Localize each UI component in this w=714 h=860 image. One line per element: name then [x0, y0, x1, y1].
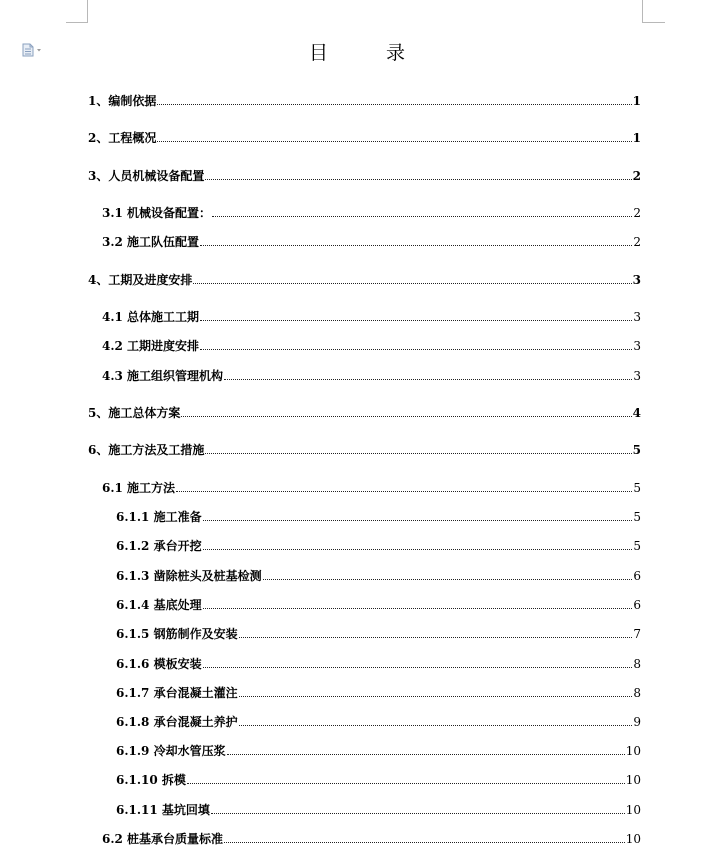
- toc-entry[interactable]: [116, 742, 641, 758]
- toc-leader-dots: [203, 608, 633, 609]
- toc-entry-page-number: 6: [633, 598, 641, 612]
- toc-entry-page-number: 3: [632, 273, 641, 287]
- toc-entry[interactable]: [88, 92, 641, 108]
- toc-leader-dots: [227, 754, 625, 755]
- toc-leader-dots: [203, 549, 633, 550]
- toc-entry-label: 5、施工总体方案: [88, 406, 181, 420]
- toc-leader-dots: [212, 216, 632, 217]
- toc-entry-label: 6.1.6 模板安装: [116, 657, 202, 671]
- toc-entry-page-number: 10: [625, 803, 641, 817]
- toc-leader-dots: [193, 283, 631, 284]
- toc-entry-label: 3.1 机械设备配置：: [102, 206, 212, 220]
- toc-entry-label: 6.1.7 承台混凝土灌注: [116, 686, 238, 700]
- toc-entry-label: 6.1.5 钢筋制作及安装: [116, 627, 238, 641]
- toc-leader-dots: [211, 813, 625, 814]
- toc-entry-page-number: 10: [625, 773, 641, 787]
- toc-entry-page-number: 10: [625, 832, 641, 846]
- toc-entry-label: 6.2 桩基承台质量标准: [102, 832, 224, 846]
- toc-entry-page-number: 1: [632, 131, 641, 145]
- toc-entry-page-number: 3: [633, 369, 641, 383]
- toc-leader-dots: [239, 696, 633, 697]
- toc-entry[interactable]: [102, 367, 641, 383]
- toc-leader-dots: [205, 453, 631, 454]
- toc-entry[interactable]: [102, 204, 641, 220]
- toc-entry[interactable]: [116, 567, 641, 583]
- toc-entry-label: 6.1.11 基坑回填: [116, 803, 210, 817]
- toc-entry[interactable]: [102, 337, 641, 353]
- toc-entry-label: 1、编制依据: [88, 94, 157, 108]
- toc-entry[interactable]: [116, 713, 641, 729]
- toc-entry[interactable]: [102, 479, 641, 495]
- toc-entry[interactable]: [116, 596, 641, 612]
- toc-entry-page-number: 3: [633, 310, 641, 324]
- toc-entry[interactable]: [102, 308, 641, 324]
- toc-entry-label: 4、工期及进度安排: [88, 273, 193, 287]
- toc-entry-page-number: 1: [632, 94, 641, 108]
- toc-entry[interactable]: [116, 801, 641, 817]
- toc-entry[interactable]: [88, 441, 641, 457]
- toc-entry[interactable]: [102, 830, 641, 846]
- toc-entry[interactable]: [116, 684, 641, 700]
- toc-entry-page-number: 5: [633, 510, 641, 524]
- toc-leader-dots: [200, 349, 632, 350]
- toc-entry-label: 6.1.10 拆模: [116, 773, 186, 787]
- toc-entry-label: 6.1.2 承台开挖: [116, 539, 202, 553]
- toc-leader-dots: [157, 141, 631, 142]
- toc-leader-dots: [157, 104, 631, 105]
- toc-entry-label: 6.1.1 施工准备: [116, 510, 202, 524]
- toc-entry-label: 6.1.9 冷却水管压浆: [116, 744, 226, 758]
- toc-leader-dots: [224, 842, 625, 843]
- toc-entry-label: 6.1.4 基底处理: [116, 598, 202, 612]
- toc-entry[interactable]: [88, 129, 641, 145]
- page-corner-mark-left: [66, 0, 88, 23]
- toc-leader-dots: [187, 783, 625, 784]
- toc-entry-page-number: 8: [633, 686, 641, 700]
- toc-leader-dots: [239, 725, 633, 726]
- toc-entry-label: 3、人员机械设备配置: [88, 169, 205, 183]
- toc-entry-page-number: 5: [633, 481, 641, 495]
- toc-entry[interactable]: [102, 233, 641, 249]
- toc-entry[interactable]: [116, 655, 641, 671]
- toc-entry[interactable]: [88, 167, 641, 183]
- toc-leader-dots: [239, 637, 633, 638]
- toc-entry-label: 4.2 工期进度安排: [102, 339, 200, 353]
- toc-entry-label: 6.1.8 承台混凝土养护: [116, 715, 238, 729]
- toc-entry-label: 6、施工方法及工措施: [88, 443, 205, 457]
- toc-entry[interactable]: [88, 271, 641, 287]
- toc-entry-label: 6.1 施工方法: [102, 481, 176, 495]
- toc-leader-dots: [224, 379, 632, 380]
- toc-leader-dots: [205, 179, 631, 180]
- toc-entry-label: 6.1.3 凿除桩头及桩基检测: [116, 569, 262, 583]
- toc-leader-dots: [200, 320, 632, 321]
- toc-entry-label: 4.1 总体施工工期: [102, 310, 200, 324]
- toc-entry-page-number: 3: [633, 339, 641, 353]
- toc-entry-page-number: 5: [632, 443, 641, 457]
- toc-leader-dots: [203, 667, 633, 668]
- toc-entry[interactable]: [116, 771, 641, 787]
- toc-entry-page-number: 2: [632, 169, 641, 183]
- toc-entry-page-number: 5: [633, 539, 641, 553]
- toc-entry-page-number: 9: [633, 715, 641, 729]
- toc-entry-page-number: 2: [633, 206, 641, 220]
- toc-entry-page-number: 10: [625, 744, 641, 758]
- toc-entry[interactable]: [116, 537, 641, 553]
- toc-entry-label: 4.3 施工组织管理机构: [102, 369, 224, 383]
- toc-entry[interactable]: [116, 508, 641, 524]
- toc-leader-dots: [176, 491, 632, 492]
- toc-entry-page-number: 2: [633, 235, 641, 249]
- toc-entry[interactable]: [116, 625, 641, 641]
- toc-entry-page-number: 6: [633, 569, 641, 583]
- toc-entry-page-number: 7: [633, 627, 641, 641]
- toc-entry-page-number: 8: [633, 657, 641, 671]
- toc-entry-label: 2、工程概况: [88, 131, 157, 145]
- toc-entry-label: 3.2 施工队伍配置: [102, 235, 200, 249]
- toc-entry-page-number: 4: [632, 406, 641, 420]
- toc-leader-dots: [263, 579, 633, 580]
- toc-leader-dots: [200, 245, 632, 246]
- page-title: 目 录: [308, 42, 432, 64]
- toc-leader-dots: [203, 520, 633, 521]
- page-corner-mark-right: [642, 0, 665, 23]
- toc-leader-dots: [181, 416, 631, 417]
- toc-entry[interactable]: [88, 404, 641, 420]
